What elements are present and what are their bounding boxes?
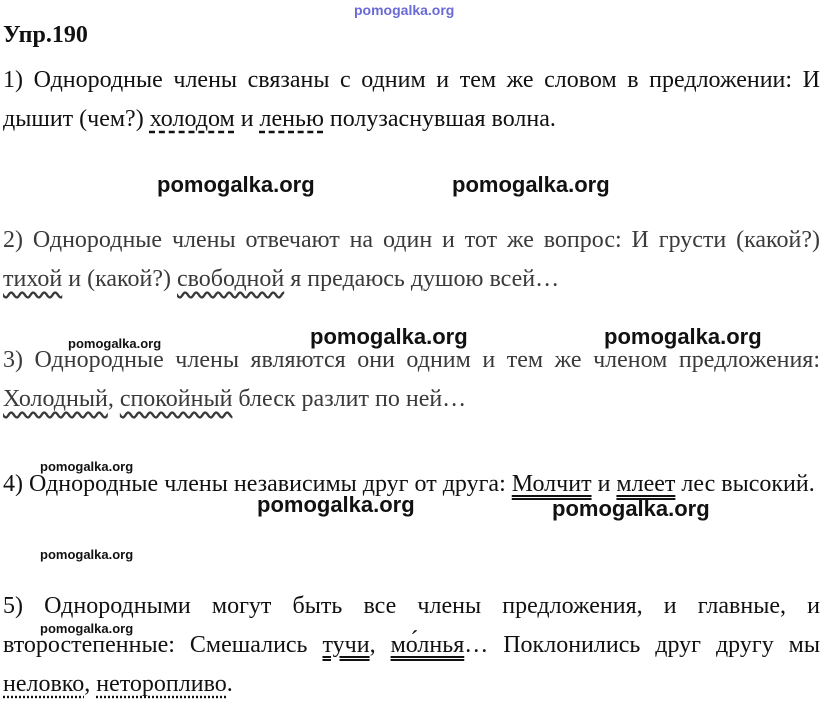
p1-homogeneous-word-2: ленью <box>259 106 324 132</box>
watermark: pomogalka.org <box>552 496 710 521</box>
p2-mid: и (какой?) <box>62 266 177 292</box>
watermark-top: pomogalka.org <box>354 2 455 18</box>
p5-homogeneous-word-1: тучи <box>322 632 370 658</box>
watermark: pomogalka.org <box>157 172 315 197</box>
p4-homogeneous-word-2: млеет <box>616 471 676 497</box>
p5-homogeneous-word-2: мо́лнья <box>390 632 465 658</box>
paragraph-2 <box>3 221 820 299</box>
p5-mid2: , <box>84 671 97 697</box>
p4-mid: и <box>591 471 617 497</box>
paragraph-3 <box>3 341 820 419</box>
p1-text-a: 1) Однородные члены связаны с одним и тем же словом в предложении: И дышит (чем?) <box>3 67 820 132</box>
p1-text-b: полузаснувшая волна. <box>323 106 556 132</box>
p4-homogeneous-word-1: Молчит <box>511 471 592 497</box>
p3-mid: , <box>107 386 120 412</box>
p5-mid: , <box>369 632 391 658</box>
p3-text-a: 3) Однородные члены являются они одним и тем же членом предложения: <box>3 347 820 373</box>
p1-mid: и <box>234 106 260 132</box>
watermark: pomogalka.org <box>40 621 134 636</box>
watermark: pomogalka.org <box>68 336 162 351</box>
paragraph-1 <box>3 61 820 139</box>
watermark: pomogalka.org <box>310 324 468 349</box>
watermark: pomogalka.org <box>40 459 134 474</box>
p2-homogeneous-word-1: тихой <box>3 266 63 292</box>
p2-text-a: 2) Однородные члены отвечают на один и тот же вопрос: И грусти (какой?) <box>3 227 820 253</box>
p2-homogeneous-word-2: свободной <box>176 266 285 292</box>
paragraph-5 <box>3 587 820 704</box>
p3-text-b: блеск разлит по ней… <box>232 386 467 412</box>
p3-homogeneous-word-1: Холодный <box>3 386 108 412</box>
p5-homogeneous-word-3: неловко <box>3 671 85 697</box>
p4-text-b: лес высокий. <box>675 471 815 497</box>
p2-text-b: я предаюсь душою всей… <box>284 266 560 292</box>
exercise-title: Упр.190 <box>3 22 88 48</box>
p5-text-b: … Поклонились друг другу мы <box>464 632 820 658</box>
p4-text-a: 4) Однородные члены независимы друг от друга: <box>3 471 512 497</box>
p3-homogeneous-word-2: спокойный <box>119 386 233 412</box>
watermark: pomogalka.org <box>452 172 610 197</box>
p5-text-c: . <box>226 671 233 697</box>
p1-homogeneous-word-1: холодом <box>149 106 235 132</box>
watermark: pomogalka.org <box>257 492 415 517</box>
watermark: pomogalka.org <box>40 547 134 562</box>
p5-text-a: 5) Однородными могут быть все члены предложения, и главные, и второстепенные: Смешались <box>3 593 820 658</box>
watermark: pomogalka.org <box>604 324 762 349</box>
p5-homogeneous-word-4: неторопливо <box>96 671 227 697</box>
